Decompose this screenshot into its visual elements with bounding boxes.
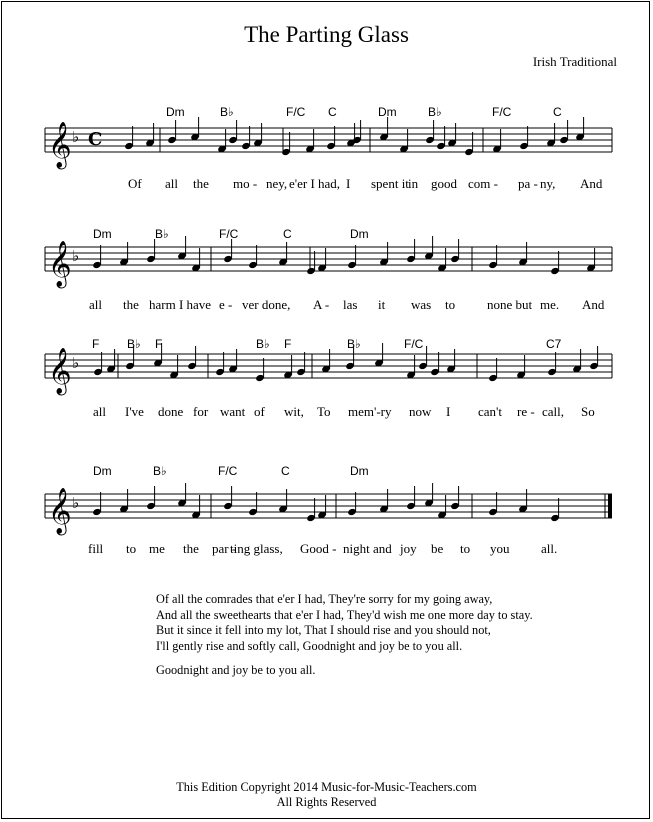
chord-symbol: C xyxy=(553,105,562,119)
chord-symbol: C xyxy=(283,227,292,241)
footer xyxy=(0,780,653,810)
lyric-syllable: had, xyxy=(318,176,341,191)
key-signature-flat: ♭ xyxy=(72,494,80,512)
lyric-syllable: wit, xyxy=(284,404,304,419)
lyric-syllable: none but xyxy=(487,297,533,312)
lyric-syllable: good xyxy=(431,176,457,191)
chord-symbol: Dm xyxy=(166,105,185,119)
chord-symbol: B♭ xyxy=(256,337,270,351)
lyric-syllable: want xyxy=(220,404,246,419)
chord-symbol: F/C xyxy=(286,105,306,119)
key-signature-flat: ♭ xyxy=(72,354,80,372)
lyric-syllable: you xyxy=(490,541,510,556)
chord-symbol: Dm xyxy=(93,464,112,478)
chord-symbol: C7 xyxy=(546,337,562,351)
chord-symbol: C xyxy=(281,464,290,478)
treble-clef: 𝄞 xyxy=(48,241,72,287)
lyric-syllable: all xyxy=(165,176,178,191)
lyric-syllable: it xyxy=(378,297,386,312)
lyric-syllable: Good - xyxy=(300,541,337,556)
lyric-syllable: mem'-ry xyxy=(348,404,392,419)
song-title: The Parting Glass xyxy=(244,22,409,47)
lyric-syllable: me. xyxy=(540,297,560,312)
lyric-syllable: joy xyxy=(400,541,417,556)
lyric-syllable: ny, xyxy=(540,176,556,191)
treble-clef: 𝄞 xyxy=(48,488,72,534)
lyric-syllable: e - xyxy=(219,297,233,312)
lyric-syllable: pa - xyxy=(518,176,538,191)
lyric-syllable: to xyxy=(126,541,137,556)
verse-line: And all the sweethearts that e'er I had, They'd wish me one more day to stay. xyxy=(156,607,533,622)
lyric-syllable: mo - xyxy=(233,176,258,191)
lyric-syllable: e'er I xyxy=(289,176,315,191)
lyric-syllable: re - xyxy=(517,404,535,419)
chord-symbol: B♭ xyxy=(155,227,169,241)
chord-symbol: F xyxy=(155,337,163,351)
treble-clef: 𝄞 xyxy=(48,348,72,394)
chord-symbol: B♭ xyxy=(127,337,141,351)
chord-symbol: F/C xyxy=(218,464,238,478)
lyric-syllable: of xyxy=(254,404,265,419)
lyric-syllable: to xyxy=(460,541,471,556)
lyric-syllable: So xyxy=(581,404,595,419)
chord-symbol: Dm xyxy=(350,227,369,241)
lyric-syllable: to xyxy=(445,297,456,312)
lyric-syllable: I xyxy=(446,404,451,419)
lyric-syllable: com - xyxy=(468,176,498,191)
key-signature-flat: ♭ xyxy=(72,247,80,265)
key-signature-flat: ♭ xyxy=(72,128,80,146)
additional-verse xyxy=(156,592,533,679)
lyric-syllable: las xyxy=(343,297,358,312)
verse-line: I'll gently rise and softly call, Goodnight and joy be to you all. xyxy=(156,638,463,653)
treble-clef: 𝄞 xyxy=(48,122,72,168)
lyric-syllable: the xyxy=(193,176,209,191)
lyric-syllable: And xyxy=(580,176,603,191)
lyric-syllable: be xyxy=(431,541,444,556)
chord-symbol: F/C xyxy=(219,227,239,241)
lyric-syllable: I xyxy=(346,176,351,191)
copyright-text: This Edition Copyright 2014 Music-for-Music-Teachers.com xyxy=(176,780,477,794)
verse-line: Of all the comrades that e'er I had, They're sorry for my going away, xyxy=(156,592,493,606)
lyric-syllable: To xyxy=(317,404,331,419)
lyric-syllable: the xyxy=(123,297,139,312)
lyric-syllable: all xyxy=(89,297,102,312)
chord-symbol: B♭ xyxy=(347,337,361,351)
lyric-syllable: Of xyxy=(128,176,142,191)
lyric-syllable: And xyxy=(582,297,605,312)
rights-text: All Rights Reserved xyxy=(276,795,377,809)
lyric-syllable: ney, xyxy=(266,176,288,191)
chord-symbol: F xyxy=(284,337,292,351)
verse-line: But it since it fell into my lot, That I should rise and you should not, xyxy=(156,623,491,638)
lyric-syllable: the xyxy=(183,541,199,556)
chord-symbol: F/C xyxy=(492,105,512,119)
lyric-syllable: ver done, xyxy=(242,297,291,312)
lyric-syllable: now xyxy=(409,404,432,419)
lyric-syllable: in xyxy=(408,176,419,191)
lyric-syllable: can't xyxy=(478,404,502,419)
lyric-syllable: was xyxy=(411,297,432,312)
lyric-syllable: I've xyxy=(125,404,144,419)
lyric-syllable: night and xyxy=(343,541,392,556)
chord-symbol: F xyxy=(92,337,100,351)
chord-symbol: B♭ xyxy=(220,105,234,119)
chord-symbol: Dm xyxy=(350,464,369,478)
lyric-syllable: done xyxy=(158,404,184,419)
lyric-syllable: A - xyxy=(313,297,330,312)
verse-line: Goodnight and joy be to you all. xyxy=(156,663,316,678)
chord-symbol: F/C xyxy=(404,337,424,351)
lyric-syllable: call, xyxy=(542,404,565,419)
lyric-syllable: ting glass, xyxy=(230,541,283,556)
lyric-syllable: me xyxy=(149,541,165,556)
composer-credit: Irish Traditional xyxy=(532,54,617,69)
chord-symbol: B♭ xyxy=(153,464,167,478)
lyric-syllable: all. xyxy=(541,541,558,556)
lyric-syllable: for xyxy=(193,404,209,419)
time-signature: C xyxy=(88,129,103,150)
lyric-syllable: harm I have xyxy=(149,297,212,312)
lyric-syllable: all xyxy=(93,404,106,419)
chord-symbol: Dm xyxy=(93,227,112,241)
chord-symbol: C xyxy=(328,105,337,119)
lyric-syllable: spent it xyxy=(371,176,409,191)
lyric-syllable: par - xyxy=(212,541,237,556)
chord-symbol: Dm xyxy=(378,105,397,119)
lyric-syllable: fill xyxy=(88,541,104,556)
chord-symbol: B♭ xyxy=(428,105,442,119)
